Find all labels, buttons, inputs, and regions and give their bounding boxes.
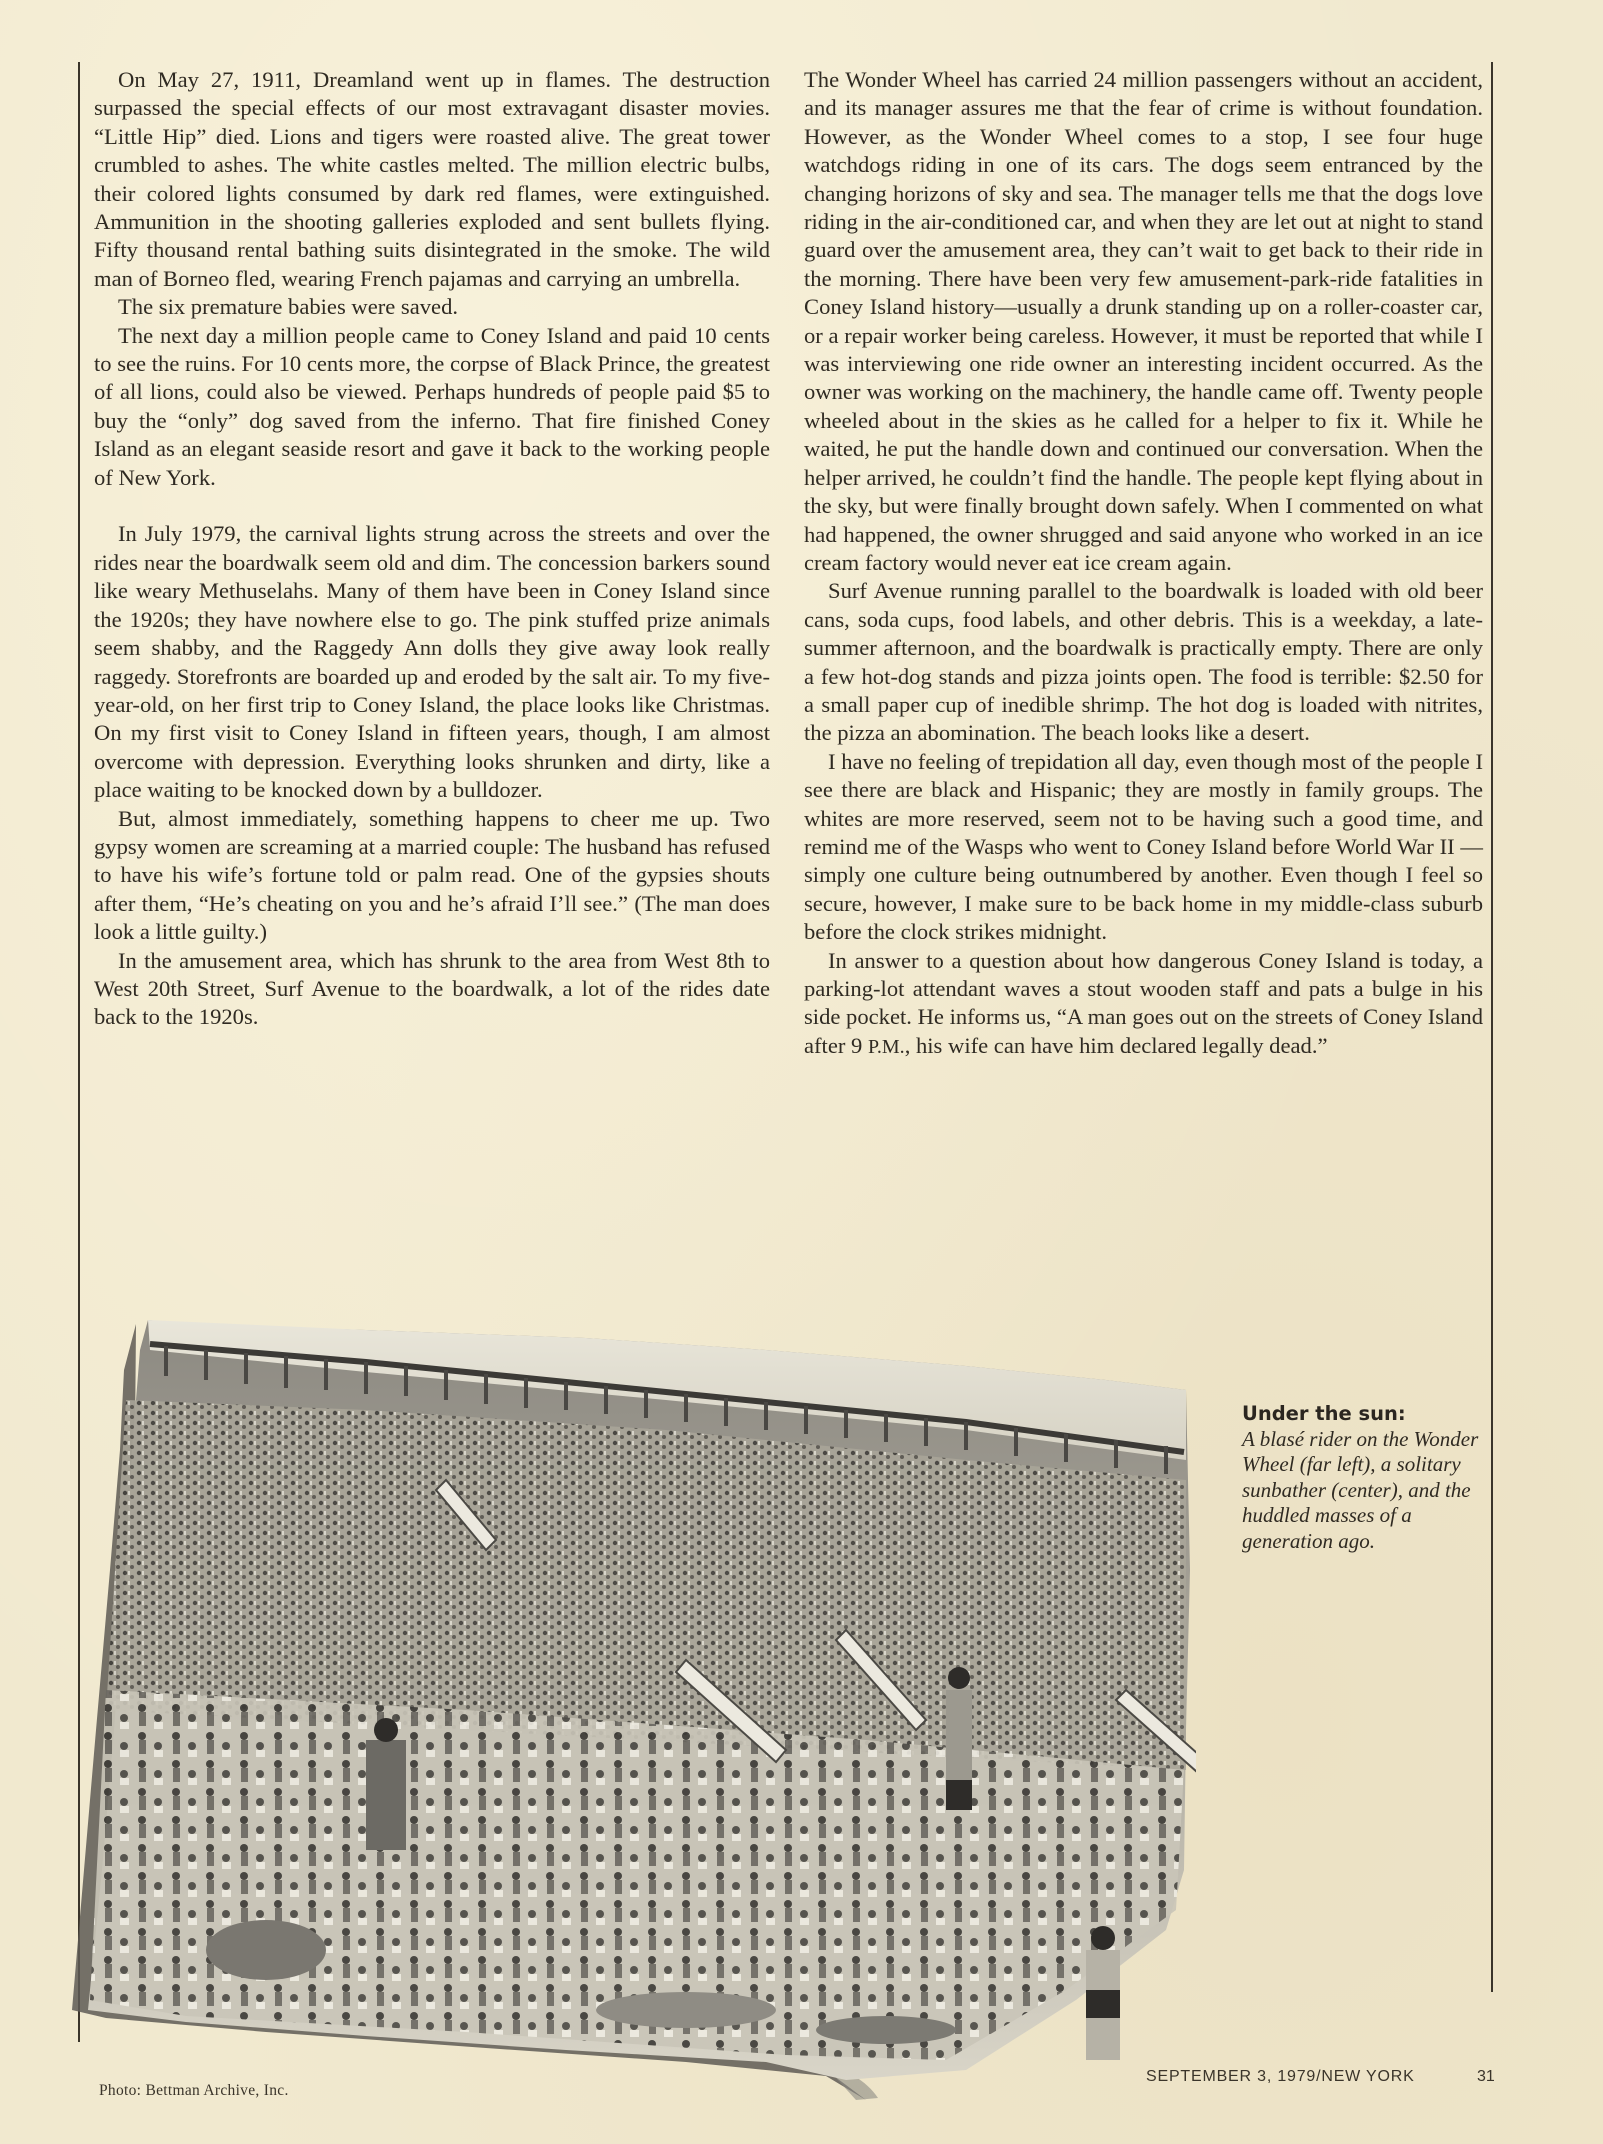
- paragraph-tail: , his wife can have him declared legally dead.”: [904, 1032, 1328, 1058]
- article-column-left: [94, 66, 770, 1032]
- photo-caption: [1242, 1401, 1482, 1554]
- paragraph: I have no feeling of trepidation all day, even though most of the people I see there are black and Hispanic; they are mostly in family groups. The whites are more reserved, seem not to be having such a good time, and remind me of the Wasps who went to Coney Island before World War II —simply one culture being outnumbered by another. Even though I feel so secure, however, I make sure to be back home in my middle-class suburb before the clock strikes midnight.: [804, 748, 1483, 945]
- paragraph: But, almost immediately, something happens to cheer me up. Two gypsy women are screaming at a married couple: The husband has refused to have his wife’s fortune told or palm read. One of the gypsies shouts after them, “He’s cheating on you and he’s afraid I’ll see.” (The man does look a little guilty.): [94, 805, 770, 945]
- paragraph: [804, 947, 1483, 1062]
- caption-body: A blasé rider on the Wonder Wheel (far left), a solitary sunbather (center), and the huddled masses of a generation ago.: [1242, 1426, 1479, 1553]
- paragraph-text: In answer to a question about how dangerous Coney Island is today, a parking-lot attendant waves a stout wooden staff and pats a bulge in his side pocket. He informs us, “A man goes out on the streets of Coney Island after 9: [804, 947, 1483, 1058]
- page-number: 31: [1477, 2068, 1495, 2085]
- issue-folio: SEPTEMBER 3, 1979/NEW YORK: [1146, 2068, 1415, 2085]
- beach-crowd-photo: [66, 1310, 1196, 2100]
- caption-heading: Under the sun:: [1242, 1402, 1406, 1425]
- paragraph: In the amusement area, which has shrunk to the area from West 8th to West 20th Street, Surf Avenue to the boardwalk, a lot of the rides date back to the 1920s.: [94, 947, 770, 1030]
- article-column-right: [804, 66, 1483, 1061]
- paragraph: Surf Avenue running parallel to the boardwalk is loaded with old beer cans, soda cups, food labels, and other debris. This is a weekday, a late-summer afternoon, and the boardwalk is practically empty. There are only a few hot-dog stands and pizza joints open. The food is terrible: $2.50 for a small paper cup of inedible shrimp. The hot dog is loaded with nitrites, the pizza an abomination. The beach looks like a desert.: [804, 578, 1483, 746]
- paragraph: The next day a million people came to Coney Island and paid 10 cents to see the ruins. For 10 cents more, the corpse of Black Prince, the greatest of all lions, could also be viewed. Perhaps hundreds of people paid $5 to buy the “only” dog saved from the inferno. That fire finished Coney Island as an elegant seaside resort and gave it back to the working people of New York.: [94, 322, 770, 490]
- paragraph: The six premature babies were saved.: [118, 294, 459, 320]
- paragraph: In July 1979, the carnival lights strung across the streets and over the rides near the boardwalk seem old and dim. The concession barkers sound like weary Methuselahs. Many of them have been in Coney Island since the 1920s; they have nowhere else to go. The pink stuffed prize animals seem shabby, and the Raggedy Ann dolls they give away look really raggedy. Storefronts are boarded up and eroded by the salt air. To my five-year-old, on her first trip to Coney Island, the place looks like Christmas. On my first visit to Coney Island in fifteen years, though, I am almost overcome with depression. Everything looks shrunken and dirty, like a place waiting to be knocked down by a bulldozer.: [94, 521, 770, 803]
- paragraph: On May 27, 1911, Dreamland went up in flames. The destruction surpassed the special effects of our most extravagant disaster movies. “Little Hip” died. Lions and tigers were roasted alive. The great tower crumbled to ashes. The white castles melted. The million electric bulbs, their colored lights consumed by dark red flames, were extinguished. Ammunition in the shooting galleries exploded and sent bullets flying. Fifty thousand rental bathing suits disintegrated in the smoke. The wild man of Borneo fled, wearing French pajamas and carrying an umbrella.: [94, 67, 770, 291]
- photo-credit: Photo: Bettman Archive, Inc.: [99, 2082, 289, 2099]
- small-caps-pm: P.M.: [867, 1035, 905, 1058]
- column-rule-right: [1491, 62, 1493, 1992]
- paragraph: The Wonder Wheel has carried 24 million passengers without an accident, and its manager assures me that the fear of crime is without foundation. However, as the Wonder Wheel comes to a stop, I see four huge watchdogs riding in one of its cars. The dogs seem entranced by the changing horizons of sky and sea. The manager tells me that the dogs love riding in the air-conditioned car, and when they are let out at night to stand guard over the amusement area, they can’t wait to get back to their ride in the morning. There have been very few amusement-park-ride fatalities in Coney Island history—usually a drunk standing up on a roller-coaster car, or a repair worker being careless. However, it must be reported that while I was interviewing one ride owner an interesting incident occurred. As the owner was working on the machinery, the handle came off. Twenty people wheeled about in the skies as he called for a helper to fix it. While he waited, he put the handle down and continued our conversation. When the helper arrived, he couldn’t find the handle. The people kept flying about in the sky, but were finally brought down safely. When I commented on what had happened, the owner shrugged and said anyone who worked in an ice cream factory would never eat ice cream again.: [804, 67, 1483, 575]
